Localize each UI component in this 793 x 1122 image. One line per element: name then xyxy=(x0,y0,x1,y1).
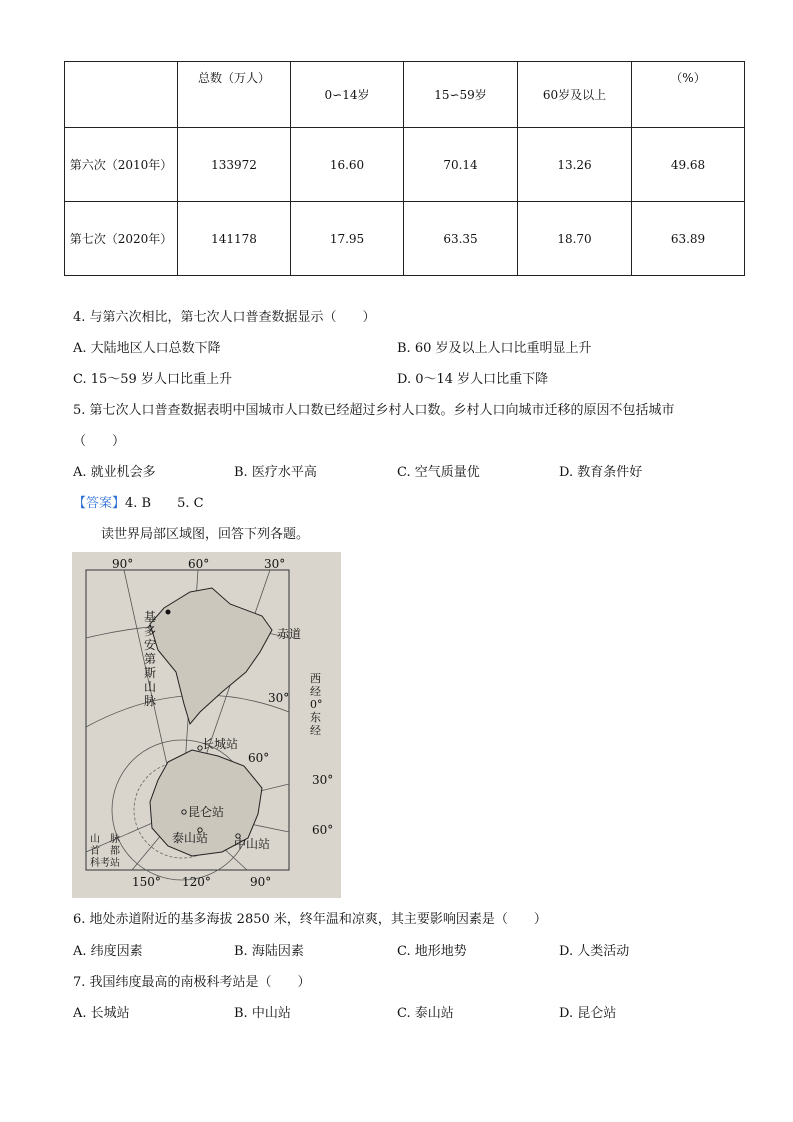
table-row xyxy=(65,128,745,202)
question-5-option-c: C. 空气质量优 xyxy=(397,465,480,480)
question-5-option-d: D. 教育条件好 xyxy=(559,465,643,480)
question-7-option-d: D. 昆仑站 xyxy=(559,1006,617,1021)
map-legend-item: 山 脉 xyxy=(90,834,120,845)
map-legend-item: 首 都 xyxy=(90,846,120,857)
map-meridian-label: 西经0°东经 xyxy=(310,672,323,737)
table-cell: 63.89 xyxy=(632,202,745,276)
map-mountain-label: 基多安第斯山脉 xyxy=(144,610,157,708)
question-6-option-d: D. 人类活动 xyxy=(559,944,630,959)
answer-tag: 【答案】 xyxy=(73,496,126,511)
question-6-option-b: B. 海陆因素 xyxy=(234,944,304,959)
map-lat-label: 60° xyxy=(312,823,334,837)
table-row-label: 第七次（2020年） xyxy=(65,202,178,276)
question-5-stem-cont: （ ） xyxy=(73,434,126,449)
question-4-stem: 4. 与第六次相比，第七次人口普查数据显示（ ） xyxy=(73,310,376,325)
table-header-cell: 0∽14岁 xyxy=(291,62,404,128)
map-station-label: 中山站 xyxy=(234,837,271,851)
table-cell: 18.70 xyxy=(518,202,632,276)
map-lat-label: 60° xyxy=(248,751,270,765)
map-station-label: 长城站 xyxy=(202,737,239,751)
question-6-option-c: C. 地形地势 xyxy=(397,944,467,959)
question-4-option-a: A. 大陆地区人口总数下降 xyxy=(73,341,221,356)
map-lon-label: 90° xyxy=(112,557,134,571)
question-4-option-b: B. 60 岁及以上人口比重明显上升 xyxy=(397,341,592,356)
map-lon-label: 30° xyxy=(264,557,286,571)
table-cell: 16.60 xyxy=(291,128,404,202)
question-7-option-b: B. 中山站 xyxy=(234,1006,291,1021)
map-lon-label: 60° xyxy=(188,557,210,571)
question-5-option-a: A. 就业机会多 xyxy=(73,465,156,480)
map-station-label: 昆仑站 xyxy=(188,805,225,819)
answer-text: 4. B 5. C xyxy=(125,496,204,511)
question-6-stem: 6. 地处赤道附近的基多海拔 2850 米，终年温和凉爽，其主要影响因素是（ ） xyxy=(73,912,547,927)
question-6-option-a: A. 纬度因素 xyxy=(73,944,143,959)
map-equator-label: 赤道 xyxy=(277,627,302,641)
table-header-cell: （%） xyxy=(632,62,745,128)
question-7-option-a: A. 长城站 xyxy=(73,1006,130,1021)
table-row xyxy=(65,202,745,276)
map-intro: 读世界局部区域图，回答下列各题。 xyxy=(101,527,310,542)
table-header-cell xyxy=(65,62,178,128)
table-cell: 133972 xyxy=(178,128,291,202)
question-5-option-b: B. 医疗水平高 xyxy=(234,465,317,480)
map-lon-label: 150° xyxy=(132,875,161,889)
map-lon-label: 120° xyxy=(182,875,211,889)
world-region-map xyxy=(72,552,341,898)
map-lat-label: 30° xyxy=(268,691,290,705)
table-header-cell: 总数（万人） xyxy=(178,62,291,128)
table-header-row xyxy=(65,62,745,128)
question-4-option-d: D. 0～14 岁人口比重下降 xyxy=(397,372,549,387)
table-row-label: 第六次（2010年） xyxy=(65,128,178,202)
table-cell: 141178 xyxy=(178,202,291,276)
table-cell: 17.95 xyxy=(291,202,404,276)
map-lat-label: 30° xyxy=(312,773,334,787)
question-4-option-c: C. 15～59 岁人口比重上升 xyxy=(73,372,232,387)
question-7-stem: 7. 我国纬度最高的南极科考站是（ ） xyxy=(73,975,311,990)
question-7-option-c: C. 泰山站 xyxy=(397,1006,454,1021)
map-legend-item: 科考站 xyxy=(90,858,120,869)
table-cell: 13.26 xyxy=(518,128,632,202)
map-lon-label: 90° xyxy=(250,875,272,889)
map-station-label: 泰山站 xyxy=(172,831,209,845)
table-cell: 49.68 xyxy=(632,128,745,202)
table-cell: 70.14 xyxy=(404,128,518,202)
table-header-cell: 60岁及以上 xyxy=(518,62,632,128)
table-cell: 63.35 xyxy=(404,202,518,276)
census-table xyxy=(64,61,745,276)
table-header-cell: 15∽59岁 xyxy=(404,62,518,128)
question-5-stem: 5. 第七次人口普查数据表明中国城市人口数已经超过乡村人口数。乡村人口向城市迁移的原因不包括城市 xyxy=(73,403,675,418)
answer-line xyxy=(73,492,204,511)
